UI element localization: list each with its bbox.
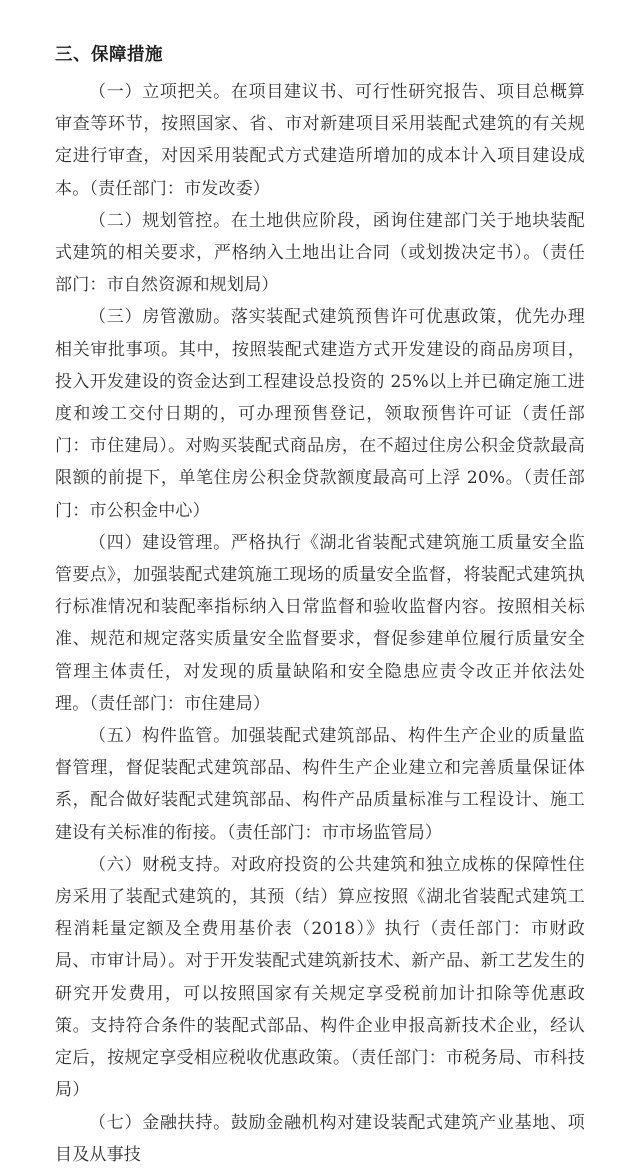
policy-paragraph-2: （二）规划管控。在土地供应阶段，函询住建部门关于地块装配式建筑的相关要求，严格纳入土地出让合同（或划拨决定书）。（责任部门：市自然资源和规划局）: [55, 210, 585, 296]
document-body: [55, 40, 585, 1171]
policy-paragraph-5: （五）构件监管。加强装配式建筑部品、构件生产企业的质量监督管理，督促装配式建筑部品、构件生产企业建立和完善质量保证体系，配合做好装配式建筑部品、构件产品质量标准与工程设计、施工建设有关标准的衔接。（责任部门：市市场监管局）: [55, 726, 585, 843]
policy-paragraph-6: （六）财税支持。对政府投资的公共建筑和独立成栋的保障性住房采用了装配式建筑的，其预（结）算应按照《湖北省装配式建筑工程消耗量定额及全费用基价表（2018）》执行（责任部门：市财政局、市审计局）。对于开发装配式建筑新技术、新产品、新工艺发生的研究开发费用，可以按照国家有关规定享受税前加计扣除等优惠政策。支持符合条件的装配式部品、构件企业申报高新技术企业，经认定后，按规定享受相应税收优惠政策。（责任部门：市税务局、市科技局）: [55, 854, 585, 1101]
policy-paragraph-4: （四）建设管理。严格执行《湖北省装配式建筑施工质量安全监管要点》，加强装配式建筑施工现场的质量安全监督，将装配式建筑执行标准情况和装配率指标纳入日常监督和验收监督内容。按照相关标准、规范和规定落实质量安全监督要求，督促参建单位履行质量安全管理主体责任，对发现的质量缺陷和安全隐患应责令改正并依法处理。（责任部门：市住建局）: [55, 532, 585, 714]
policy-paragraph-7: （七）金融扶持。鼓励金融机构对建设装配式建筑产业基地、项目及从事技: [55, 1112, 585, 1165]
section-heading: 三、保障措施: [55, 45, 163, 65]
policy-paragraph-1: （一）立项把关。在项目建议书、可行性研究报告、项目总概算审查等环节，按照国家、省、市对新建项目采用装配式建筑的有关规定进行审查，对因采用装配式方式建造所增加的成本计入项目建设成本。（责任部门：市发改委）: [55, 82, 585, 199]
policy-paragraph-3: （三）房管激励。落实装配式建筑预售许可优惠政策，优先办理相关审批事项。其中，按照装配式建造方式开发建设的商品房项目，投入开发建设的资金达到工程建设总投资的 25%以上并已确定施工进度和竣工交付日期的，可办理预售登记，领取预售许可证（责任部门：市住建局）。对购买装配式商品房，在不超过住房公积金贷款最高限额的前提下，单笔住房公积金贷款额度最高可上浮 20%。（责任部门：市公积金中心）: [55, 307, 585, 521]
